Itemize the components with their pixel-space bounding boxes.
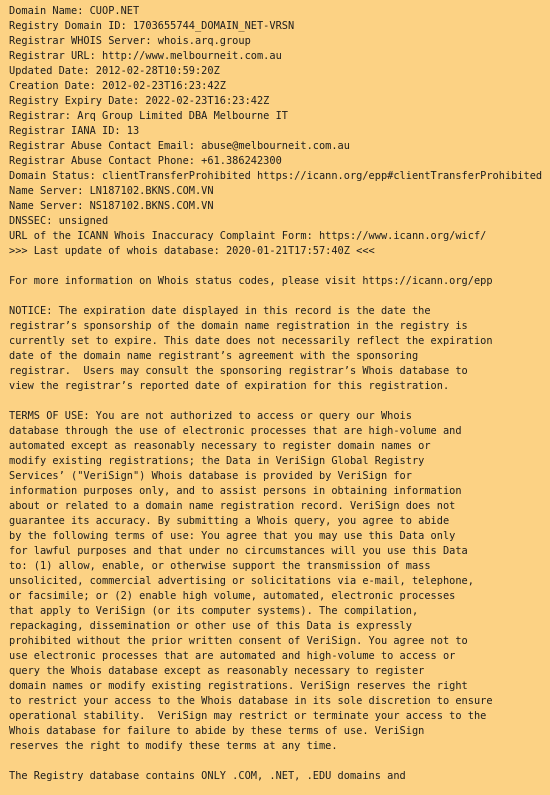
whois-line: Registrar IANA ID: 13: [9, 125, 140, 137]
whois-line: URL of the ICANN Whois Inaccuracy Complaint Form: https://www.icann.org/wicf/: [9, 230, 487, 242]
whois-line: [9, 394, 550, 409]
whois-line: TERMS OF USE: You are not authorized to access or query our Whois: [9, 410, 412, 422]
whois-line: currently set to expire. This date does not necessarily reflect the expiration: [9, 335, 493, 347]
whois-line: query the Whois database except as reasonably necessary to register: [9, 665, 425, 677]
whois-line: operational stability. VeriSign may restrict or terminate your access to the: [9, 710, 487, 722]
whois-line: by the following terms of use: You agree that you may use this Data only: [9, 530, 456, 542]
whois-line: Services’ ("VeriSign") Whois database is provided by VeriSign for: [9, 470, 412, 482]
whois-line: For more information on Whois status codes, please visit https://icann.org/epp: [9, 275, 493, 287]
whois-line: Updated Date: 2012-02-28T10:59:20Z: [9, 65, 220, 77]
whois-line: Domain Name: CUOP.NET: [9, 5, 140, 17]
whois-line: information purposes only, and to assist persons in obtaining information: [9, 485, 462, 497]
whois-line: Registrar: Arq Group Limited DBA Melbourne IT: [9, 110, 288, 122]
whois-line: database through the use of electronic processes that are high-volume and: [9, 425, 462, 437]
whois-line: reserves the right to modify these terms at any time.: [9, 740, 338, 752]
whois-line: Registrar WHOIS Server: whois.arq.group: [9, 35, 251, 47]
whois-line: registrar. Users may consult the sponsoring registrar’s Whois database to: [9, 365, 468, 377]
whois-line: Name Server: NS187102.BKNS.COM.VN: [9, 200, 214, 212]
whois-line: [9, 289, 550, 304]
whois-line: prohibited without the prior written consent of VeriSign. You agree not to: [9, 635, 468, 647]
whois-line: NOTICE: The expiration date displayed in this record is the date the: [9, 305, 431, 317]
whois-line: to: (1) allow, enable, or otherwise support the transmission of mass: [9, 560, 431, 572]
whois-line: Registrar Abuse Contact Email: abuse@melbourneit.com.au: [9, 140, 350, 152]
whois-line: Domain Status: clientTransferProhibited https://icann.org/epp#clientTransferProhibited: [9, 170, 543, 182]
whois-line: DNSSEC: unsigned: [9, 215, 109, 227]
whois-line: Registry Expiry Date: 2022-02-23T16:23:42Z: [9, 95, 270, 107]
whois-line: unsolicited, commercial advertising or solicitations via e-mail, telephone,: [9, 575, 474, 587]
whois-line: automated except as reasonably necessary to register domain names or: [9, 440, 431, 452]
whois-line: domain names or modify existing registrations. VeriSign reserves the right: [9, 680, 468, 692]
whois-line: registrar’s sponsorship of the domain name registration in the registry is: [9, 320, 468, 332]
whois-line: date of the domain name registrant’s agreement with the sponsoring: [9, 350, 419, 362]
whois-line: guarantee its accuracy. By submitting a Whois query, you agree to abide: [9, 515, 450, 527]
whois-line: or facsimile; or (2) enable high volume, automated, electronic processes: [9, 590, 456, 602]
whois-line: repackaging, dissemination or other use of this Data is expressly: [9, 620, 412, 632]
whois-line: >>> Last update of whois database: 2020-01-21T17:57:40Z <<<: [9, 245, 375, 257]
whois-line: The Registry database contains ONLY .COM, .NET, .EDU domains and: [9, 770, 406, 782]
whois-line: [9, 754, 550, 769]
whois-line: for lawful purposes and that under no circumstances will you use this Data: [9, 545, 468, 557]
whois-line: Creation Date: 2012-02-23T16:23:42Z: [9, 80, 226, 92]
whois-line: about or related to a domain name registration record. VeriSign does not: [9, 500, 456, 512]
whois-line: Whois database for failure to abide by these terms of use. VeriSign: [9, 725, 425, 737]
whois-line: that apply to VeriSign (or its computer systems). The compilation,: [9, 605, 419, 617]
whois-line: Name Server: LN187102.BKNS.COM.VN: [9, 185, 214, 197]
whois-line: modify existing registrations; the Data in VeriSign Global Registry: [9, 455, 425, 467]
whois-line: use electronic processes that are automated and high-volume to access or: [9, 650, 456, 662]
whois-line: [9, 259, 550, 274]
whois-line: to restrict your access to the Whois database in its sole discretion to ensure: [9, 695, 493, 707]
whois-line: Registrar Abuse Contact Phone: +61.386242300: [9, 155, 282, 167]
whois-line: Registrar URL: http://www.melbourneit.com.au: [9, 50, 282, 62]
whois-line: view the registrar’s reported date of expiration for this registration.: [9, 380, 450, 392]
whois-line: Registry Domain ID: 1703655744_DOMAIN_NET-VRSN: [9, 20, 295, 32]
